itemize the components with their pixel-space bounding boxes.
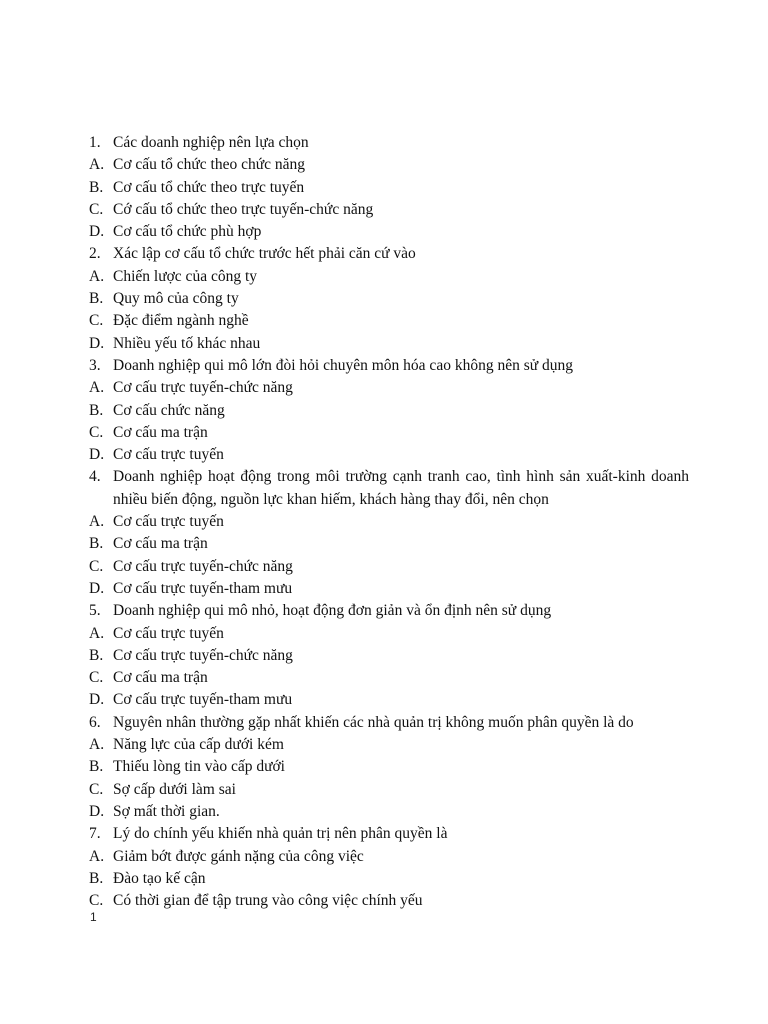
option-letter: D. bbox=[89, 223, 105, 241]
answer-option-line bbox=[89, 689, 689, 711]
question-text: Lý do chính yếu khiến nhà quản trị nên phân quyền là bbox=[113, 825, 448, 843]
question-text: Doanh nghiệp hoạt động trong môi trường cạnh tranh cao, tình hình sản xuất-kinh doanh nhiều biến động, nguồn lực khan hiếm, khách hàng thay đổi, nên chọn bbox=[113, 468, 689, 508]
question-number: 2. bbox=[89, 245, 101, 263]
option-letter: B. bbox=[89, 869, 104, 887]
option-letter: D. bbox=[89, 579, 105, 597]
answer-option-line bbox=[89, 556, 689, 578]
question-text: Nguyên nhân thường gặp nhất khiến các nhà quản trị không muốn phân quyền là do bbox=[113, 713, 634, 731]
option-letter: C. bbox=[89, 892, 104, 910]
option-text: Cơ cấu trực tuyến bbox=[113, 513, 224, 531]
option-letter: A. bbox=[89, 624, 105, 642]
option-letter: C. bbox=[89, 557, 104, 575]
answer-option-line bbox=[89, 400, 689, 422]
answer-option-line bbox=[89, 578, 689, 600]
option-letter: A. bbox=[89, 267, 105, 285]
answer-option-line bbox=[89, 756, 689, 778]
option-letter: A. bbox=[89, 847, 105, 865]
question-number: 6. bbox=[89, 713, 101, 731]
question-number: 3. bbox=[89, 356, 101, 374]
question-number: 5. bbox=[89, 602, 101, 620]
answer-option-line bbox=[89, 779, 689, 801]
answer-option-line bbox=[89, 377, 689, 399]
answer-option-line bbox=[89, 288, 689, 310]
option-text: Cơ cấu ma trận bbox=[113, 423, 208, 441]
answer-option-line bbox=[89, 310, 689, 332]
option-letter: D. bbox=[89, 802, 105, 820]
option-text: Cớ cấu tổ chức theo trực tuyến-chức năng bbox=[113, 200, 374, 218]
option-text: Đào tạo kế cận bbox=[113, 869, 206, 887]
answer-option-line bbox=[89, 199, 689, 221]
answer-option-line bbox=[89, 221, 689, 243]
option-text: Thiếu lòng tin vào cấp dưới bbox=[113, 758, 285, 776]
answer-option-line bbox=[89, 667, 689, 689]
answer-option-line bbox=[89, 645, 689, 667]
option-letter: D. bbox=[89, 334, 105, 352]
option-text: Có thời gian để tập trung vào công việc chính yếu bbox=[113, 892, 423, 910]
answer-option-line bbox=[89, 511, 689, 533]
answer-option-line bbox=[89, 868, 689, 890]
answer-option-line bbox=[89, 846, 689, 868]
question-line bbox=[89, 132, 689, 154]
option-text: Cơ cấu ma trận bbox=[113, 669, 208, 687]
option-text: Sợ mất thời gian. bbox=[113, 802, 220, 820]
question-text: Các doanh nghiệp nên lựa chọn bbox=[113, 134, 309, 151]
option-text: Nhiều yếu tố khác nhau bbox=[113, 334, 261, 352]
option-letter: B. bbox=[89, 758, 104, 776]
option-letter: B. bbox=[89, 535, 104, 553]
answer-option-line bbox=[89, 154, 689, 176]
option-letter: A. bbox=[89, 736, 105, 754]
option-letter: C. bbox=[89, 312, 104, 330]
option-letter: C. bbox=[89, 423, 104, 441]
question-line bbox=[89, 466, 689, 511]
question-line bbox=[89, 600, 689, 622]
option-letter: D. bbox=[89, 691, 105, 709]
option-text: Cơ cấu trực tuyến bbox=[113, 446, 224, 464]
question-number: 4. bbox=[89, 468, 101, 486]
question-line bbox=[89, 243, 689, 265]
option-letter: D. bbox=[89, 446, 105, 464]
option-text: Cơ cấu chức năng bbox=[113, 401, 225, 419]
question-list bbox=[89, 132, 689, 912]
answer-option-line bbox=[89, 444, 689, 466]
question-line bbox=[89, 712, 689, 734]
option-letter: B. bbox=[89, 290, 104, 308]
option-text: Cơ cấu tổ chức theo trực tuyến bbox=[113, 178, 305, 196]
option-text: Cơ cấu ma trận bbox=[113, 535, 208, 553]
option-text: Cơ cấu trực tuyến-tham mưu bbox=[113, 691, 293, 709]
answer-option-line bbox=[89, 533, 689, 555]
option-text: Giảm bớt được gánh nặng của công việc bbox=[113, 847, 364, 865]
question-line bbox=[89, 823, 689, 845]
option-text: Cơ cấu trực tuyến-tham mưu bbox=[113, 579, 293, 597]
option-letter: A. bbox=[89, 513, 105, 531]
option-text: Quy mô của công ty bbox=[113, 290, 239, 308]
option-letter: C. bbox=[89, 200, 104, 218]
answer-option-line bbox=[89, 422, 689, 444]
option-text: Cơ cấu trực tuyến bbox=[113, 624, 224, 642]
option-letter: B. bbox=[89, 178, 104, 196]
option-text: Cơ cấu trực tuyến-chức năng bbox=[113, 557, 293, 575]
answer-option-line bbox=[89, 333, 689, 355]
answer-option-line bbox=[89, 734, 689, 756]
answer-option-line bbox=[89, 890, 689, 912]
option-text: Chiến lược của công ty bbox=[113, 267, 258, 285]
option-letter: C. bbox=[89, 669, 104, 687]
option-text: Cơ cấu trực tuyến-chức năng bbox=[113, 646, 293, 664]
option-letter: C. bbox=[89, 780, 104, 798]
question-number: 1. bbox=[89, 134, 101, 151]
answer-option-line bbox=[89, 266, 689, 288]
option-letter: B. bbox=[89, 646, 104, 664]
question-line bbox=[89, 355, 689, 377]
answer-option-line bbox=[89, 177, 689, 199]
option-letter: A. bbox=[89, 379, 105, 397]
option-letter: B. bbox=[89, 401, 104, 419]
option-text: Đặc điểm ngành nghề bbox=[113, 312, 249, 330]
option-text: Cơ cấu tổ chức phù hợp bbox=[113, 223, 262, 241]
question-text: Doanh nghiệp qui mô nhỏ, hoạt động đơn giản và ổn định nên sử dụng bbox=[113, 602, 552, 620]
option-letter: A. bbox=[89, 156, 105, 174]
option-text: Sợ cấp dưới làm sai bbox=[113, 780, 236, 798]
page-number: 1 bbox=[90, 910, 97, 924]
option-text: Cơ cấu trực tuyến-chức năng bbox=[113, 379, 293, 397]
option-text: Cơ cấu tổ chức theo chức năng bbox=[113, 156, 305, 174]
question-number: 7. bbox=[89, 825, 101, 843]
answer-option-line bbox=[89, 801, 689, 823]
question-text: Doanh nghiệp qui mô lớn đòi hỏi chuyên môn hóa cao không nên sử dụng bbox=[113, 356, 574, 374]
answer-option-line bbox=[89, 623, 689, 645]
option-text: Năng lực của cấp dưới kém bbox=[113, 736, 284, 754]
question-text: Xác lập cơ cấu tổ chức trước hết phải căn cứ vào bbox=[113, 245, 416, 263]
